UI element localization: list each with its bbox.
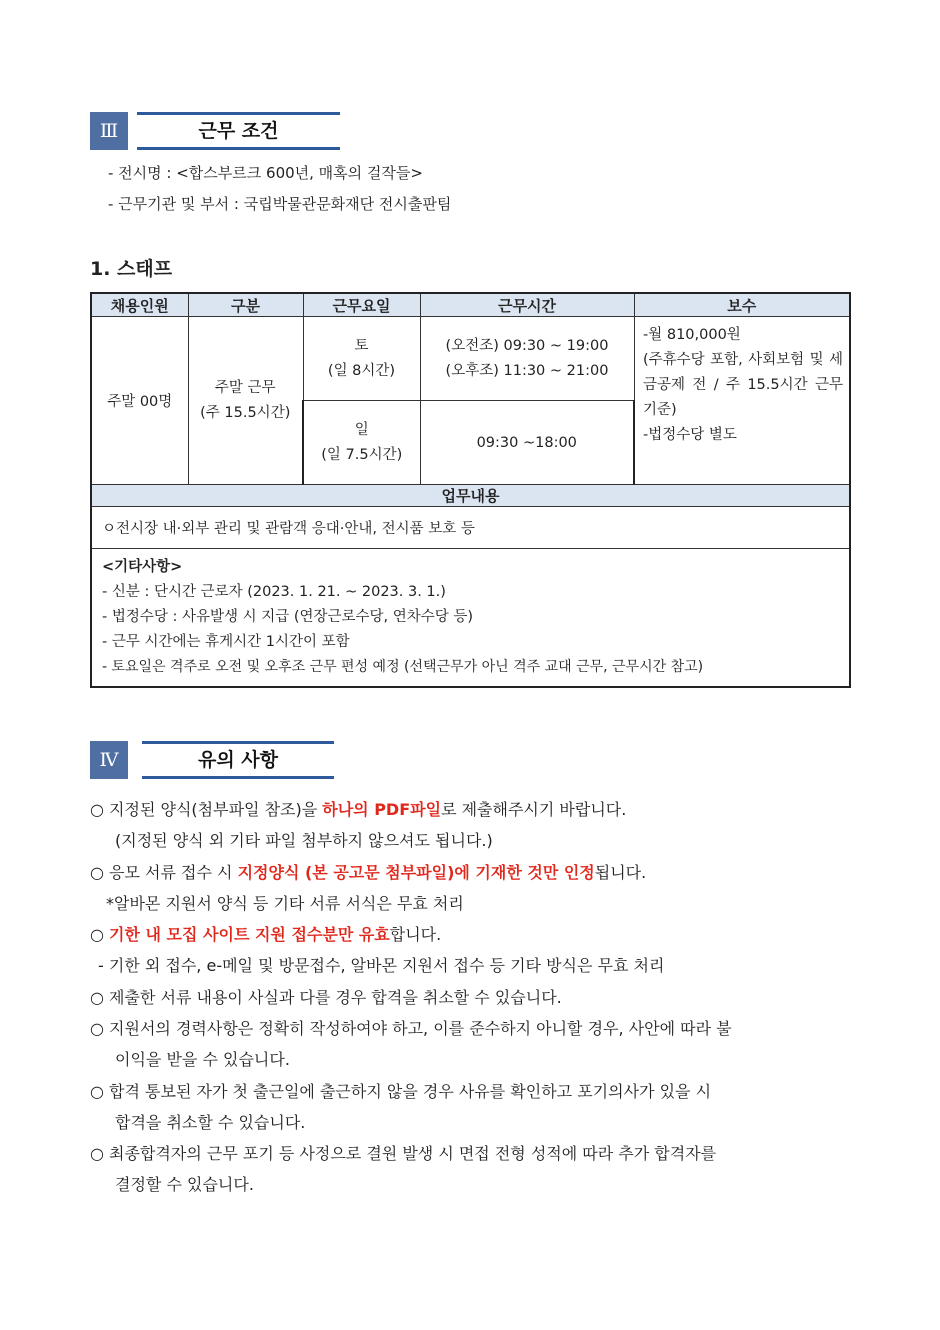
category-line: 주말 근무 — [214, 379, 276, 396]
section3-title: 근무 조건 — [137, 112, 340, 150]
note-item: ○ 지원서의 경력사항은 정확히 작성하여야 하고, 이를 준수하지 아니할 경우, 사안에 따라 불 — [90, 1019, 732, 1038]
etc-cell — [91, 549, 850, 688]
pay-extra: -법정수당 별도 — [643, 427, 737, 443]
note-sub: *알바몬 지원서 양식 등 기타 서류 서식은 무효 처리 — [106, 894, 464, 913]
sunday-hours: (일 7.5시간) — [321, 446, 403, 463]
saturday-label: 토 — [354, 337, 369, 354]
note-item — [90, 797, 626, 820]
note-item: ○ 합격 통보된 자가 첫 출근일에 출근하지 않을 경우 사유를 확인하고 포기의사가 있을 시 — [90, 1082, 712, 1101]
saturday-hours: (일 8시간) — [327, 362, 396, 379]
note-emphasis: 지정양식 (본 공고문 첨부파일)에 기재한 것만 인정 — [237, 863, 595, 882]
sunday-time-cell: 09:30 ~18:00 — [420, 401, 634, 485]
col-category: 구분 — [188, 293, 303, 317]
sunday-label: 일 — [354, 421, 369, 438]
note-text: 합니다. — [389, 925, 442, 944]
staff-table — [90, 292, 851, 688]
note-text: 로 제출해주시기 바랍니다. — [441, 800, 627, 819]
note-text: ○ 지정된 양식(첨부파일 참조)을 — [90, 800, 323, 819]
note-emphasis: 기한 내 모집 사이트 지원 접수분만 유효 — [109, 925, 390, 944]
etc-item: - 법정수당 : 사유발생 시 지급 (연장근로수당, 연차수당 등) — [102, 609, 474, 625]
note-text: 됩니다. — [594, 863, 647, 882]
section3-numeral: Ⅲ — [90, 112, 128, 150]
note-cont: 이익을 받을 수 있습니다. — [115, 1050, 290, 1069]
note-cont: 합격을 취소할 수 있습니다. — [115, 1113, 306, 1132]
etc-item: - 신분 : 단시간 근로자 (2023. 1. 21. ~ 2023. 3. 1.) — [102, 584, 446, 600]
col-headcount: 채용인원 — [91, 293, 188, 317]
headcount-cell: 주말 00명 — [91, 317, 188, 485]
col-pay: 보수 — [634, 293, 850, 317]
staff-heading: 1. 스태프 — [90, 258, 173, 280]
note-cont: 결정할 수 있습니다. — [115, 1175, 254, 1194]
etc-title: <기타사항> — [102, 559, 183, 575]
duties-cell: ㅇ전시장 내·외부 관리 및 관람객 응대·안내, 전시품 보호 등 — [91, 507, 850, 549]
note-text: ○ 응모 서류 접수 시 — [90, 863, 238, 882]
saturday-shifts-cell — [420, 317, 634, 401]
note-emphasis: 하나의 PDF파일 — [322, 800, 442, 819]
etc-item: - 근무 시간에는 휴게시간 1시간이 포함 — [102, 634, 350, 650]
pay-cell — [634, 317, 850, 485]
note-sub: - 기한 외 접수, e-메일 및 방문접수, 알바몬 지원서 접수 등 기타 방식은 무효 처리 — [98, 956, 665, 975]
col-workhours: 근무시간 — [420, 293, 634, 317]
sunday-cell — [303, 401, 420, 485]
duties-header: 업무내용 — [91, 485, 850, 507]
col-workday: 근무요일 — [303, 293, 420, 317]
note-item — [90, 922, 441, 945]
afternoon-shift: (오후조) 11:30 ~ 21:00 — [445, 362, 609, 379]
note-item — [90, 860, 646, 883]
category-cell — [188, 317, 303, 485]
pay-note: (주휴수당 포함, 사회보험 및 세금공제 전 / 주 15.5시간 근무 기준) — [643, 352, 843, 418]
category-hours: (주 15.5시간) — [200, 404, 291, 421]
pay-amount: -월 810,000원 — [643, 327, 741, 343]
section4-title: 유의 사항 — [142, 741, 334, 779]
note-sub: (지정된 양식 외 기타 파일 첨부하지 않으셔도 됩니다.) — [115, 831, 493, 850]
morning-shift: (오전조) 09:30 ~ 19:00 — [445, 337, 609, 354]
note-text: ○ — [90, 925, 110, 944]
etc-item: - 토요일은 격주로 오전 및 오후조 근무 편성 예정 (선택근무가 아닌 격주 교대 근무, 근무시간 참고) — [102, 659, 704, 675]
section4-numeral: Ⅳ — [90, 741, 128, 779]
saturday-cell — [303, 317, 420, 401]
note-item: ○ 제출한 서류 내용이 사실과 다를 경우 합격을 취소할 수 있습니다. — [90, 988, 562, 1007]
note-item: ○ 최종합격자의 근무 포기 등 사정으로 결원 발생 시 면접 전형 성적에 따라 추가 합격자를 — [90, 1144, 717, 1163]
department: - 근무기관 및 부서 : 국립박물관문화재단 전시출판팀 — [108, 195, 452, 213]
exhibition-name: - 전시명 : <합스부르크 600년, 매혹의 걸작들> — [108, 164, 423, 182]
